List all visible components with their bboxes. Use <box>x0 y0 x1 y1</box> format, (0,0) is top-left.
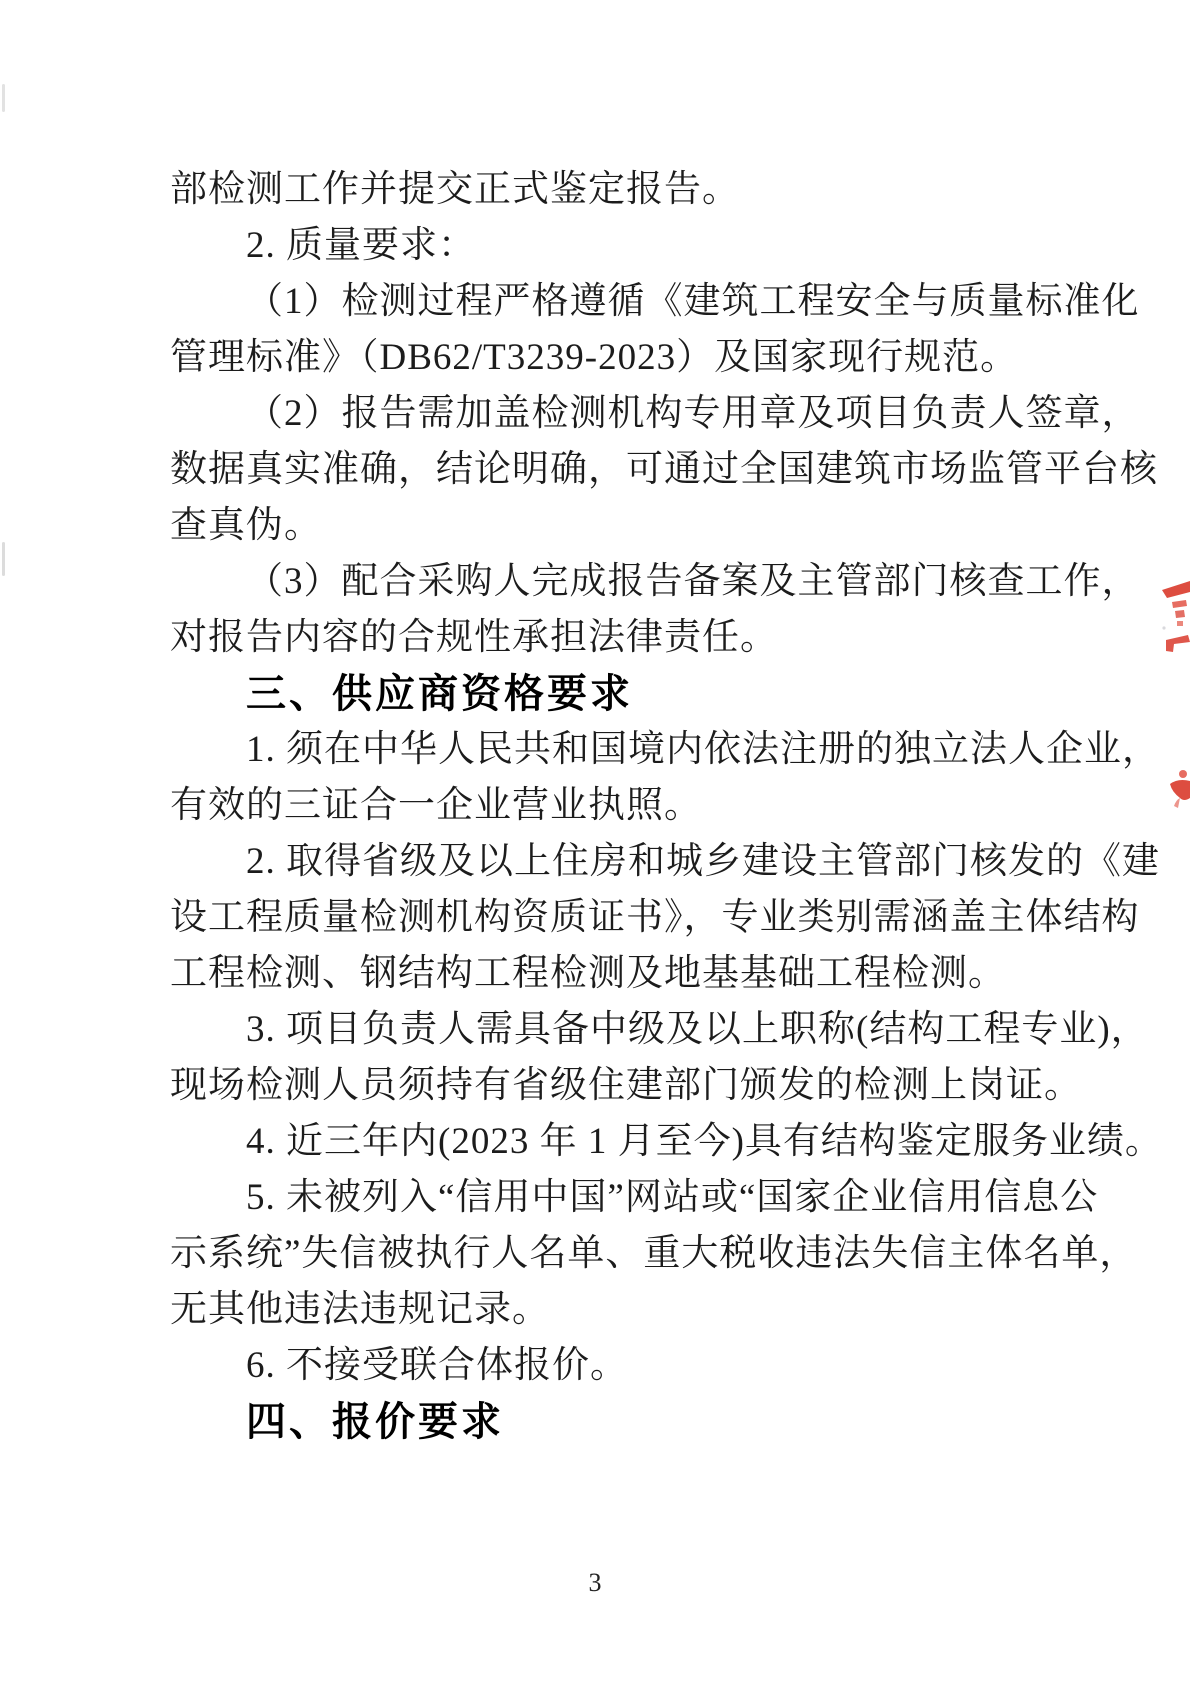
text-line: 2. 取得省级及以上住房和城乡建设主管部门核发的《建 <box>246 841 1160 882</box>
text-line: 数据真实准确，结论明确，可通过全国建筑市场监管平台核 <box>170 449 1158 490</box>
text-line: 无其他违法违规记录。 <box>170 1289 550 1330</box>
text-line: 6. 不接受联合体报价。 <box>246 1345 628 1386</box>
section-heading: 三、供应商资格要求 <box>246 672 633 716</box>
red-stamp-fragment <box>1166 768 1190 810</box>
text-line: 有效的三证合一企业营业执照。 <box>170 785 702 826</box>
text-line: 设工程质量检测机构资质证书》，专业类别需涵盖主体结构 <box>170 897 1140 938</box>
red-stamp-fragment <box>1160 580 1190 666</box>
text-line: （3）配合采购人完成报告备案及主管部门核查工作， <box>246 561 1140 602</box>
text-line: 3. 项目负责人需具备中级及以上职称(结构工程专业)， <box>246 1009 1149 1050</box>
text-line: 示系统”失信被执行人名单、重大税收违法失信主体名单， <box>170 1233 1138 1274</box>
text-line: 对报告内容的合规性承担法律责任。 <box>170 617 778 658</box>
text-line: 5. 未被列入“信用中国”网站或“国家企业信用信息公 <box>246 1177 1099 1218</box>
text-line: 1. 须在中华人民共和国境内依法注册的独立法人企业， <box>246 729 1160 770</box>
page-number: 3 <box>588 1568 602 1597</box>
scan-smudge <box>2 84 5 112</box>
text-line: （2）报告需加盖检测机构专用章及项目负责人签章， <box>246 393 1140 434</box>
section-heading: 四、报价要求 <box>246 1400 504 1444</box>
text-line: 查真伪。 <box>170 505 322 546</box>
text-line: 4. 近三年内(2023 年 1 月至今)具有结构鉴定服务业绩。 <box>246 1121 1163 1162</box>
scan-smudge <box>2 542 5 576</box>
text-line: 管理标准》（DB62/T3239-2023）及国家现行规范。 <box>170 337 1019 378</box>
text-line: 现场检测人员须持有省级住建部门颁发的检测上岗证。 <box>170 1065 1082 1106</box>
text-line: 部检测工作并提交正式鉴定报告。 <box>170 169 740 210</box>
text-line: 工程检测、钢结构工程检测及地基基础工程检测。 <box>170 953 1006 994</box>
document-body <box>170 162 1163 1450</box>
text-line: （1）检测过程严格遵循《建筑工程安全与质量标准化 <box>246 281 1140 322</box>
text-line: 2. 质量要求： <box>246 225 476 266</box>
